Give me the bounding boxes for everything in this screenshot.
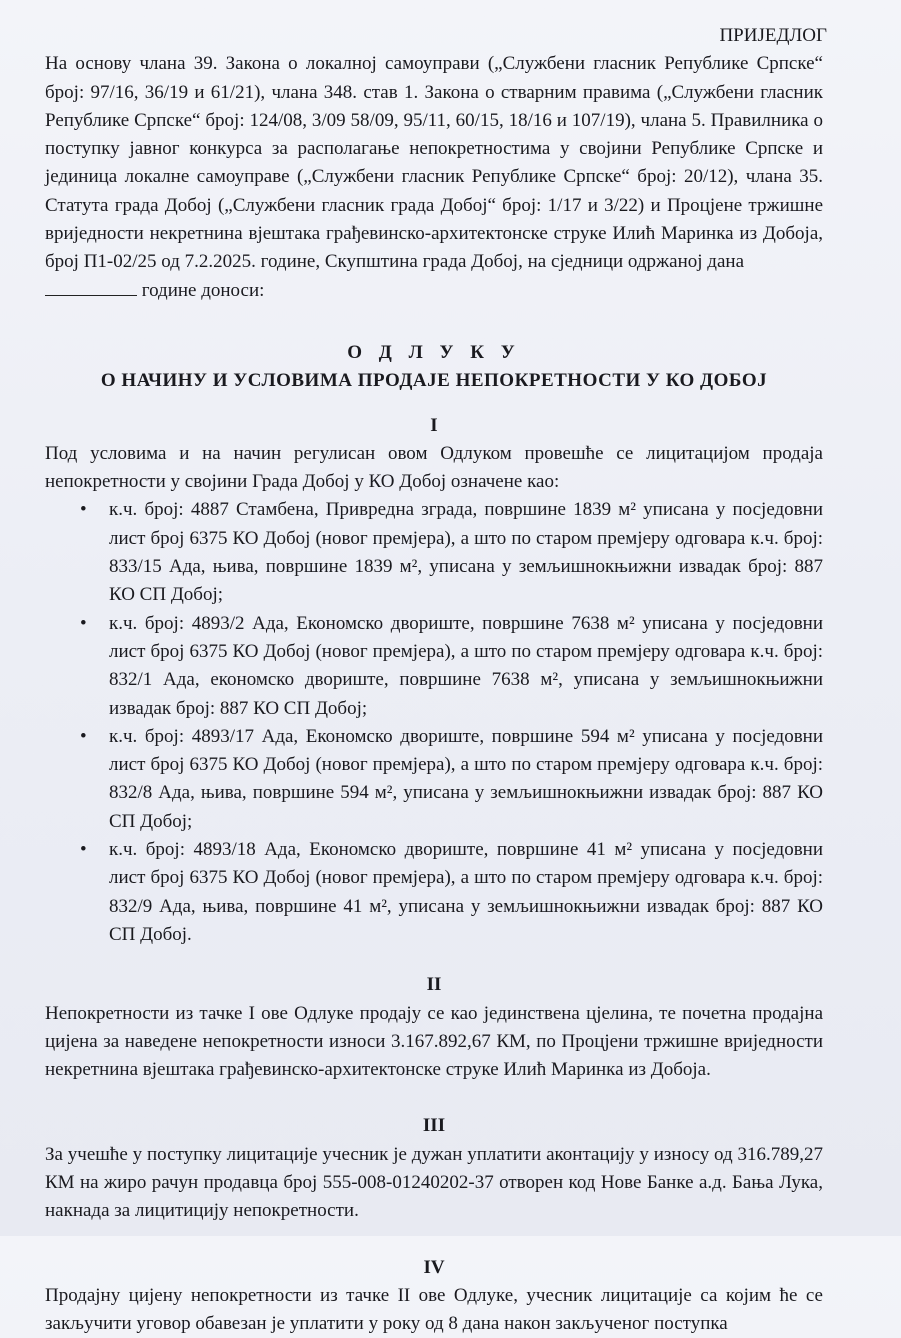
section-4-text: Продајну цијену непокретности из тачке II ове Одлуке, учесник лицитације са којим ће се закључити уговор обавезан је уплатити у року од 8 дана након закљученог поступка: [45, 1284, 823, 1335]
section-3-text: За учешће у поступку лицитације учесник је дужан уплатити аконтацију у износу од 316.789,27 КМ на жиро рачун продавца број 555-008-01240202-37 отворен код Нове Банке а.д. Бања Лука, накнада за лицитицију непокретности.: [45, 1143, 823, 1222]
section-2-text: Непокретности из тачке I ове Одлуке продају се као јединствена цјелина, те почетна продајна цијена за наведене непокретности износи 3.167.892,67 КМ, по Процјени тржишне вриједности некретнина вјештака грађевинско-архитектонске струке Илић Маринка из Добоја.: [45, 1002, 823, 1081]
list-item: • к.ч. број: 4887 Стамбена, Привредна зграда, површине 1839 м² уписана у посједовни лист број 6375 КО Добој (новог премјера), а што по старом премјеру одговара к.ч. број: 833/15 Ада, њива, површине 1839 м², уписана у земљишнокњижни извадак број: 887 КО СП Добој;: [109, 496, 823, 609]
list-item: • к.ч. број: 4893/17 Ада, Економско двориште, површине 594 м² уписана у посједовни лист број 6375 КО Добој (новог премјера), а што по старом премјеру одговара к.ч. број: 832/8 Ада, њива, површине 594 м², уписана у земљишнокњижни извадак број: 887 КО СП Добој;: [109, 723, 823, 836]
title-line-1: О Д Л У К У: [347, 341, 521, 363]
list-item: • к.ч. број: 4893/2 Ада, Економско двориште, површине 7638 м² уписана у посједовни лист број 6375 КО Добој (новог премјера), а што по старом премјеру одговара к.ч. број: 832/1 Ада, економско двориште, површине 7638 м², уписана у земљишнокњижни извадак број: 887 КО СП Добој;: [109, 610, 823, 723]
parcel-list: [45, 496, 823, 949]
preamble-text: На основу члана 39. Закона о локалној самоуправи („Службени гласник Републике Српске“ број: 97/16, 36/19 и 61/21), члана 348. став 1. Закона о стварним правима („Службени гласник Републике Српске“ број: 124/08, 3/09 58/09, 95/11, 60/15, 18/16 и 107/19), члана 5. Правилника о поступку јавног конкурса за располагање непокретностима у својини Републике Српске и јединица локалне самоуправе („Службени гласник Републике Српске“ број: 20/12), члана 35. Статута града Добој („Службени гласник града Добој“ број: 1/17 и 3/22) и Процјене тржишне вриједности некретнина вјештака грађевинско-архитектонске струке Илић Маринка из Добоја, број П1-02/25 од 7.2.2025. године, Скупштина града Добој, на сједници одржаној дана: [45, 53, 823, 273]
date-blank-line: [45, 277, 137, 296]
preamble-ending: године доноси:: [141, 279, 265, 301]
section-number-3: III: [422, 1115, 446, 1137]
section-number-4: IV: [423, 1256, 445, 1278]
title-line-2: О НАЧИНУ И УСЛОВИМА ПРОДАЈЕ НЕПОКРЕТНОСТИ У КО ДОБОЈ: [100, 370, 768, 392]
decision-title: [45, 339, 823, 396]
list-item: • к.ч. број: 4893/18 Ада, Економско двориште, површине 41 м² уписана у посједовни лист број 6375 КО Добој (новог премјера), а што по старом премјеру одговара к.ч. број: 832/9 Ада, њива, површине 41 м², уписана у земљишнокњижни извадак број: 887 КО СП Добој.: [109, 836, 823, 949]
proposal-label: ПРИЈЕДЛОГ: [719, 25, 827, 46]
section-number-2: II: [426, 974, 442, 996]
section-number-1: I: [430, 414, 438, 436]
preamble: [45, 50, 823, 305]
section-1-text: Под условима и на начин регулисан овом Одлуком провешће се лицитацијом продаја непокретности у својини Града Добој у КО Добој означене као:: [45, 442, 823, 493]
document-body: [45, 22, 827, 1338]
